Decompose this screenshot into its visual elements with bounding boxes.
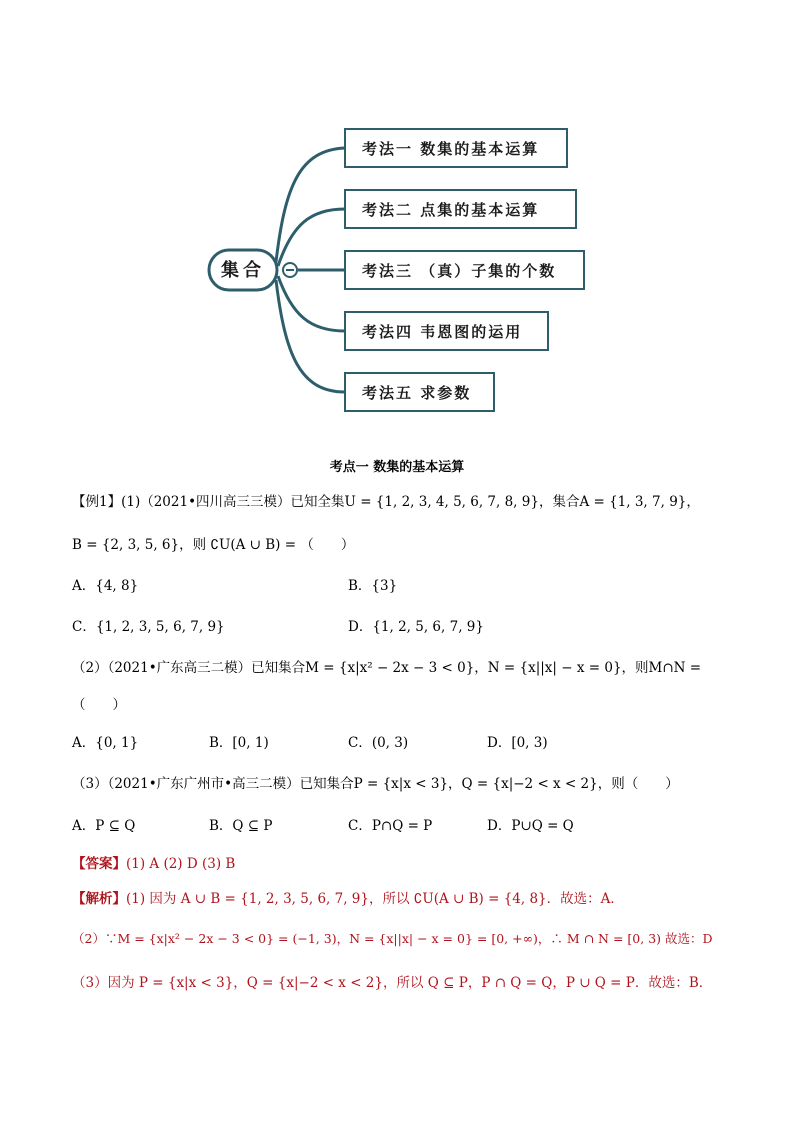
q2-option-b: B．[0, 1) — [209, 735, 269, 751]
branch-label-3: 考法三 （真）子集的个数 — [362, 262, 557, 280]
q1-option-b: B．{3} — [348, 578, 398, 594]
branch-node-3[interactable] — [345, 251, 584, 289]
branch-label-5: 考法五 求参数 — [362, 384, 472, 402]
analysis-line-1 — [72, 887, 624, 907]
q3-option-b: B．Q ⊆ P — [209, 818, 273, 834]
analysis-text-1: (1) 因为 A ∪ B = {1, 2, 3, 5, 6, 7, 9}，所以 ∁U(A ∪ B) = {4, 8}．故选：A． — [126, 891, 624, 907]
branch-label-4: 考法四 韦恩图的运用 — [362, 323, 523, 341]
answer-label: 【答案】 — [72, 856, 126, 872]
q2-option-d: D．[0, 3) — [487, 735, 548, 751]
q3-line-1: （3）（2021•广东广州市•高三二模）已知集合P = {x|x < 3}，Q = {x|−2 < x < 2}，则（ ） — [72, 776, 679, 792]
q2-option-c: C．(0, 3) — [348, 735, 409, 751]
branch-node-5[interactable] — [345, 373, 494, 411]
answer-text: (1) A (2) D (3) B — [126, 856, 236, 872]
branch-label-1: 考法一 数集的基本运算 — [362, 140, 540, 158]
q1-option-a: A．{4, 8} — [72, 578, 139, 594]
q2-line-2: （ ） — [72, 697, 126, 713]
q2-option-a: A．{0, 1} — [72, 735, 139, 751]
q1-line-2: B = {2, 3, 5, 6}，则 ∁U(A ∪ B) = （ ） — [72, 537, 355, 553]
branch-node-4[interactable] — [345, 312, 548, 350]
mind-map — [0, 0, 794, 430]
answer-line — [72, 852, 235, 872]
connector-2 — [278, 209, 345, 266]
branch-node-2[interactable] — [345, 190, 576, 228]
q1-line-1: 【例1】(1)（2021•四川高三三模）已知全集U = {1, 2, 3, 4, 5, 6, 7, 8, 9}，集合A = {1, 3, 7, 9}， — [72, 494, 700, 510]
analysis-line-3: （3）因为 P = {x|x < 3}，Q = {x|−2 < x < 2}，所以 Q ⊆ P，P ∩ Q = Q，P ∪ Q = P．故选：B． — [72, 975, 713, 991]
q2-line-1: （2）（2021•广东高三二模）已知集合M = {x|x² − 2x − 3 < 0}，N = {x||x| − x = 0}，则M∩N = — [72, 660, 702, 676]
q3-option-c: C．P∩Q = P — [348, 818, 433, 834]
analysis-label: 【解析】 — [72, 891, 126, 907]
q3-option-a: A．P ⊆ Q — [72, 818, 136, 834]
q3-option-d: D．P∪Q = Q — [487, 818, 574, 834]
analysis-line-2: （2）∵M = {x|x² − 2x − 3 < 0} = (−1, 3)，N = {x||x| − x = 0} = [0, +∞)，∴ M ∩ N = [0, 3) 故选：D — [72, 931, 713, 946]
branch-node-1[interactable] — [345, 129, 567, 167]
q1-option-c: C．{1, 2, 3, 5, 6, 7, 9} — [72, 619, 225, 635]
root-node-label: 集合 — [221, 260, 265, 281]
connector-4 — [278, 276, 345, 331]
q1-option-d: D．{1, 2, 5, 6, 7, 9} — [348, 619, 484, 635]
section-title: 考点一 数集的基本运算 — [329, 460, 465, 475]
branch-label-2: 考法二 点集的基本运算 — [362, 201, 540, 219]
